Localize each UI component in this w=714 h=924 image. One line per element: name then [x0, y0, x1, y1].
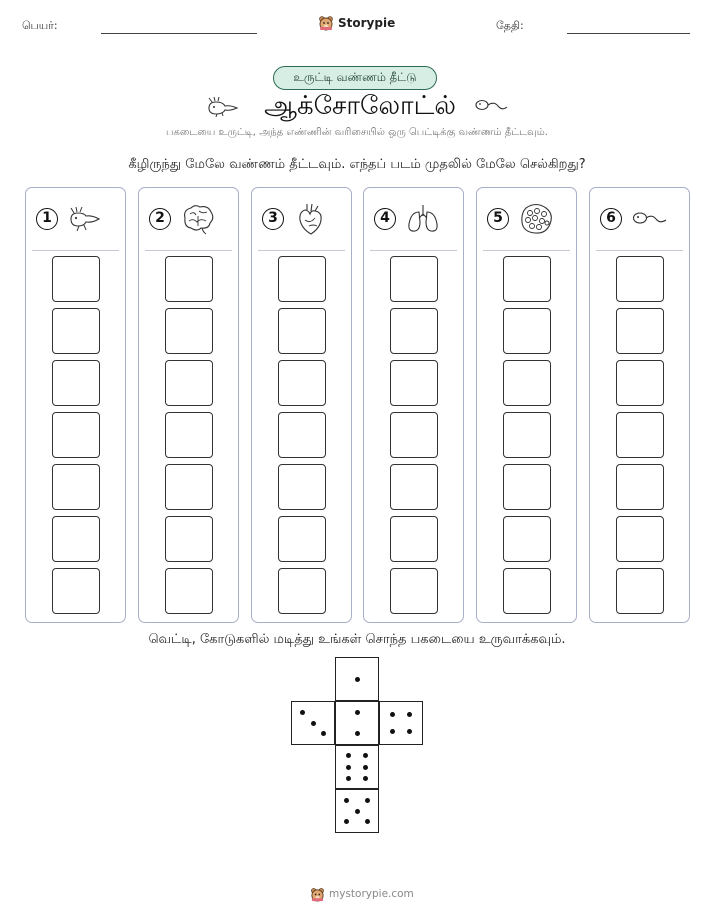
color-box[interactable] [503, 256, 551, 302]
color-box[interactable] [278, 308, 326, 354]
column-2 [138, 187, 239, 623]
color-box[interactable] [52, 256, 100, 302]
color-box[interactable] [165, 256, 213, 302]
die-pip [311, 721, 316, 726]
column-3 [251, 187, 352, 623]
column-header [26, 188, 125, 250]
column-divider [258, 250, 345, 251]
date-label: தேதி: [496, 19, 524, 32]
die-pip [365, 819, 370, 824]
column-header [252, 188, 351, 250]
color-box[interactable] [165, 308, 213, 354]
die-pip [407, 729, 412, 734]
die-face-3 [291, 701, 335, 745]
color-box[interactable] [165, 464, 213, 510]
column-number: 1 [36, 208, 58, 230]
color-box[interactable] [52, 308, 100, 354]
column-divider [32, 250, 119, 251]
die-pip [363, 765, 368, 770]
color-box[interactable] [503, 516, 551, 562]
die-pip [363, 753, 368, 758]
tadpole-icon [474, 97, 508, 115]
color-box[interactable] [165, 568, 213, 614]
color-box[interactable] [278, 412, 326, 458]
bear-icon [310, 887, 325, 902]
color-box[interactable] [616, 256, 664, 302]
color-box[interactable] [616, 308, 664, 354]
color-box[interactable] [390, 464, 438, 510]
die-pip [344, 798, 349, 803]
color-box[interactable] [390, 308, 438, 354]
date-line [567, 33, 690, 34]
color-box[interactable] [165, 412, 213, 458]
color-box[interactable] [616, 516, 664, 562]
die-pip [346, 753, 351, 758]
name-line [101, 33, 257, 34]
color-box[interactable] [278, 464, 326, 510]
color-box[interactable] [503, 360, 551, 406]
column-header [590, 188, 689, 250]
axolotl-icon [67, 202, 103, 236]
color-box[interactable] [52, 464, 100, 510]
color-box[interactable] [165, 516, 213, 562]
column-divider [483, 250, 570, 251]
color-box[interactable] [503, 412, 551, 458]
die-pip [390, 712, 395, 717]
color-box[interactable] [616, 568, 664, 614]
color-box[interactable] [52, 360, 100, 406]
die-pip [300, 710, 305, 715]
footer-url: mystorypie.com [329, 888, 414, 900]
color-box[interactable] [278, 516, 326, 562]
color-box[interactable] [616, 464, 664, 510]
color-box[interactable] [616, 412, 664, 458]
column-number: 2 [149, 208, 171, 230]
column-number: 6 [600, 208, 622, 230]
column-1 [25, 187, 126, 623]
eggs-icon [518, 202, 554, 236]
page-title: ஆக்சோலோட்ல் [264, 91, 456, 121]
color-box[interactable] [278, 360, 326, 406]
column-header [364, 188, 463, 250]
die-pip [355, 731, 360, 736]
axolotl-icon [206, 96, 240, 118]
column-5 [476, 187, 577, 623]
die-pip [321, 731, 326, 736]
column-header [139, 188, 238, 250]
die-pip [363, 776, 368, 781]
die-pip [365, 798, 370, 803]
color-box[interactable] [165, 360, 213, 406]
subtitle: பகடையை உருட்டி, அந்த எண்ணின் வரிசையில் ஒரு பெட்டிக்கு வண்ணம் தீட்டவும். [166, 127, 548, 138]
color-box[interactable] [503, 308, 551, 354]
column-4 [363, 187, 464, 623]
die-face-1 [335, 657, 379, 701]
cut-instruction: வெட்டி, கோடுகளில் மடித்து உங்கள் சொந்த பகடையை உருவாக்கவும். [148, 632, 566, 647]
color-box[interactable] [52, 568, 100, 614]
brand-logo [318, 12, 408, 34]
die-face-4 [379, 701, 423, 745]
instruction: கீழிருந்து மேலே வண்ணம் தீட்டவும். எந்தப் படம் முதலில் மேலே செல்கிறது? [128, 157, 586, 172]
color-box[interactable] [52, 516, 100, 562]
color-box[interactable] [390, 568, 438, 614]
column-number: 4 [374, 208, 396, 230]
bear-icon [318, 15, 334, 31]
die-face-5 [335, 789, 379, 833]
color-box[interactable] [616, 360, 664, 406]
lungs-icon [405, 202, 441, 236]
brand-name: Storypie [338, 16, 396, 30]
heart-icon [293, 202, 329, 236]
die-pip [407, 712, 412, 717]
die-pip [344, 819, 349, 824]
color-box[interactable] [278, 256, 326, 302]
activity-badge: உருட்டி வண்ணம் தீட்டு [273, 66, 437, 90]
die-pip [390, 729, 395, 734]
tadpole-icon [631, 202, 667, 236]
name-label: பெயர்: [22, 19, 58, 32]
column-header [477, 188, 576, 250]
die-face-2 [335, 701, 379, 745]
column-divider [370, 250, 457, 251]
column-number: 5 [487, 208, 509, 230]
color-box[interactable] [503, 464, 551, 510]
color-box[interactable] [52, 412, 100, 458]
color-box[interactable] [278, 568, 326, 614]
color-box[interactable] [390, 256, 438, 302]
color-box[interactable] [390, 412, 438, 458]
color-box[interactable] [390, 516, 438, 562]
die-pip [346, 765, 351, 770]
brain-icon [180, 202, 216, 236]
die-face-6 [335, 745, 379, 789]
color-box[interactable] [503, 568, 551, 614]
footer [310, 884, 420, 904]
die-pip [355, 809, 360, 814]
column-number: 3 [262, 208, 284, 230]
color-box[interactable] [390, 360, 438, 406]
die-pip [355, 710, 360, 715]
die-pip [355, 677, 360, 682]
column-divider [596, 250, 683, 251]
die-pip [346, 776, 351, 781]
column-divider [145, 250, 232, 251]
column-6 [589, 187, 690, 623]
